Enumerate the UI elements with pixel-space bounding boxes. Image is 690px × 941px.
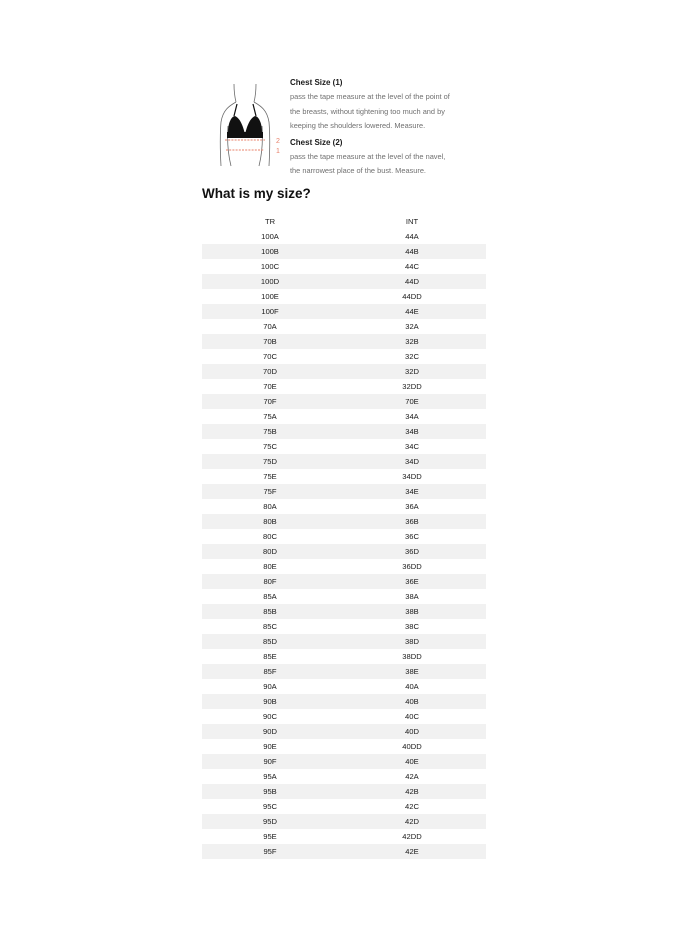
tr-size-cell: 95F	[202, 844, 338, 859]
tr-size-cell: 75D	[202, 454, 338, 469]
measure-label-1: 1	[276, 148, 280, 155]
table-row	[202, 499, 486, 514]
tr-size-cell: 90E	[263, 742, 277, 751]
table-row	[202, 709, 486, 724]
tr-size-cell: 90C	[263, 712, 277, 721]
tr-size-cell: 70B	[202, 334, 338, 349]
tr-size-cell: 85A	[263, 592, 277, 601]
int-size-cell: 34B	[338, 424, 486, 439]
int-size-cell: 34C	[405, 442, 419, 451]
size-table-body	[202, 229, 486, 859]
int-size-cell: 36D	[338, 544, 486, 559]
measurement-instructions	[290, 76, 490, 179]
tr-size-cell: 100B	[202, 244, 338, 259]
tr-size-cell: 100A	[261, 232, 279, 241]
int-size-cell: 32B	[338, 334, 486, 349]
table-row	[202, 739, 486, 754]
table-row	[202, 544, 486, 559]
int-size-cell: 36B	[338, 514, 486, 529]
int-size-cell: 34E	[338, 484, 486, 499]
table-row	[202, 424, 486, 439]
int-size-cell: 36DD	[402, 562, 422, 571]
table-row	[202, 454, 486, 469]
int-size-cell: 36E	[338, 574, 486, 589]
table-row	[202, 244, 486, 259]
header-tr: TR	[264, 217, 276, 226]
int-size-cell: 42A	[405, 772, 419, 781]
size-section-title: What is my size?	[202, 186, 311, 201]
tr-size-cell: 70E	[263, 382, 277, 391]
int-size-cell: 44DD	[402, 292, 422, 301]
table-row	[202, 589, 486, 604]
table-row	[202, 619, 486, 634]
table-row	[202, 574, 486, 589]
int-size-cell: 40C	[405, 712, 419, 721]
tr-size-cell: 90F	[202, 754, 338, 769]
table-row	[202, 274, 486, 289]
table-row	[202, 769, 486, 784]
tr-size-cell: 75F	[202, 484, 338, 499]
table-row	[202, 319, 486, 334]
tr-size-cell: 80D	[202, 544, 338, 559]
tr-size-cell: 95E	[263, 832, 277, 841]
table-row	[202, 694, 486, 709]
int-size-cell: 32A	[405, 322, 419, 331]
table-row	[202, 439, 486, 454]
chest-size-1-description: pass the tape measure at the level of the point of the breasts, without tightening too much and by keeping the shoulders lowered. Measure.	[290, 92, 450, 130]
table-row	[202, 634, 486, 649]
table-row	[202, 799, 486, 814]
int-size-cell: 32C	[405, 352, 419, 361]
table-row	[202, 724, 486, 739]
table-row	[202, 559, 486, 574]
tr-size-cell: 100D	[202, 274, 338, 289]
tr-size-cell: 100F	[202, 304, 338, 319]
tr-size-cell: 95D	[202, 814, 338, 829]
table-row	[202, 409, 486, 424]
table-row	[202, 394, 486, 409]
table-row	[202, 229, 486, 244]
int-size-cell: 42C	[405, 802, 419, 811]
int-size-cell: 40DD	[402, 742, 422, 751]
table-row	[202, 829, 486, 844]
int-size-cell: 38C	[405, 622, 419, 631]
tr-size-cell: 70A	[263, 322, 277, 331]
table-row	[202, 484, 486, 499]
int-size-cell: 42E	[338, 844, 486, 859]
chest-size-2-description: pass the tape measure at the level of the navel, the narrowest place of the bust. Measure.	[290, 151, 446, 175]
int-size-cell: 32DD	[402, 382, 422, 391]
chest-size-1-title: Chest Size (1)	[290, 78, 343, 87]
int-size-cell: 34D	[338, 454, 486, 469]
int-size-cell: 44E	[338, 304, 486, 319]
table-row	[202, 604, 486, 619]
tr-size-cell: 90A	[263, 682, 277, 691]
tr-size-cell: 80A	[263, 502, 277, 511]
tr-size-cell: 85F	[202, 664, 338, 679]
table-row	[202, 364, 486, 379]
tr-size-cell: 80F	[202, 574, 338, 589]
int-size-cell: 44D	[338, 274, 486, 289]
tr-size-cell: 75E	[263, 472, 277, 481]
chest-size-2-block	[290, 136, 490, 179]
tr-size-cell: 85C	[263, 622, 277, 631]
int-size-cell: 40B	[338, 694, 486, 709]
table-row	[202, 304, 486, 319]
table-row	[202, 784, 486, 799]
table-row	[202, 649, 486, 664]
tr-size-cell: 85E	[263, 652, 277, 661]
measure-label-2: 2	[276, 138, 280, 145]
int-size-cell: 34A	[405, 412, 419, 421]
int-size-cell: 44A	[405, 232, 419, 241]
tr-size-cell: 80C	[263, 532, 277, 541]
header-int: INT	[405, 217, 419, 226]
tr-size-cell: 95A	[263, 772, 277, 781]
table-row	[202, 679, 486, 694]
table-row	[202, 379, 486, 394]
int-size-cell: 40E	[338, 754, 486, 769]
int-size-cell: 42B	[338, 784, 486, 799]
tr-size-cell: 70D	[202, 364, 338, 379]
tr-size-cell: 95C	[263, 802, 277, 811]
table-row	[202, 529, 486, 544]
int-size-cell: 70E	[338, 394, 486, 409]
table-row	[202, 469, 486, 484]
tr-size-cell: 75A	[263, 412, 277, 421]
tr-size-cell: 70F	[202, 394, 338, 409]
tr-size-cell: 100E	[261, 292, 279, 301]
size-table	[202, 214, 486, 859]
tr-size-cell: 95B	[202, 784, 338, 799]
int-size-cell: 40D	[338, 724, 486, 739]
measurement-guide	[212, 76, 492, 176]
table-row	[202, 334, 486, 349]
table-row	[202, 514, 486, 529]
int-size-cell: 38B	[338, 604, 486, 619]
int-size-cell: 34DD	[402, 472, 422, 481]
table-row	[202, 814, 486, 829]
int-size-cell: 36A	[405, 502, 419, 511]
tr-size-cell: 85B	[202, 604, 338, 619]
table-row	[202, 844, 486, 859]
size-table-header-row	[202, 214, 486, 229]
int-size-cell: 38E	[338, 664, 486, 679]
table-row	[202, 259, 486, 274]
bust-measure-figure-icon	[212, 82, 288, 170]
table-row	[202, 349, 486, 364]
int-size-cell: 32D	[338, 364, 486, 379]
tr-size-cell: 85D	[202, 634, 338, 649]
tr-size-cell: 90B	[202, 694, 338, 709]
tr-size-cell: 100C	[260, 262, 280, 271]
table-row	[202, 289, 486, 304]
int-size-cell: 38A	[405, 592, 419, 601]
int-size-cell: 38D	[338, 634, 486, 649]
tr-size-cell: 80E	[263, 562, 277, 571]
int-size-cell: 36C	[405, 532, 419, 541]
tr-size-cell: 90D	[202, 724, 338, 739]
int-size-cell: 38DD	[402, 652, 422, 661]
tr-size-cell: 80B	[202, 514, 338, 529]
tr-size-cell: 70C	[263, 352, 277, 361]
chest-size-2-title: Chest Size (2)	[290, 137, 343, 147]
int-size-cell: 44C	[405, 262, 419, 271]
table-row	[202, 664, 486, 679]
int-size-cell: 42D	[338, 814, 486, 829]
tr-size-cell: 75B	[202, 424, 338, 439]
table-row	[202, 754, 486, 769]
int-size-cell: 42DD	[402, 832, 422, 841]
int-size-cell: 40A	[405, 682, 419, 691]
int-size-cell: 44B	[338, 244, 486, 259]
tr-size-cell: 75C	[263, 442, 277, 451]
chest-size-1-block	[290, 76, 490, 134]
